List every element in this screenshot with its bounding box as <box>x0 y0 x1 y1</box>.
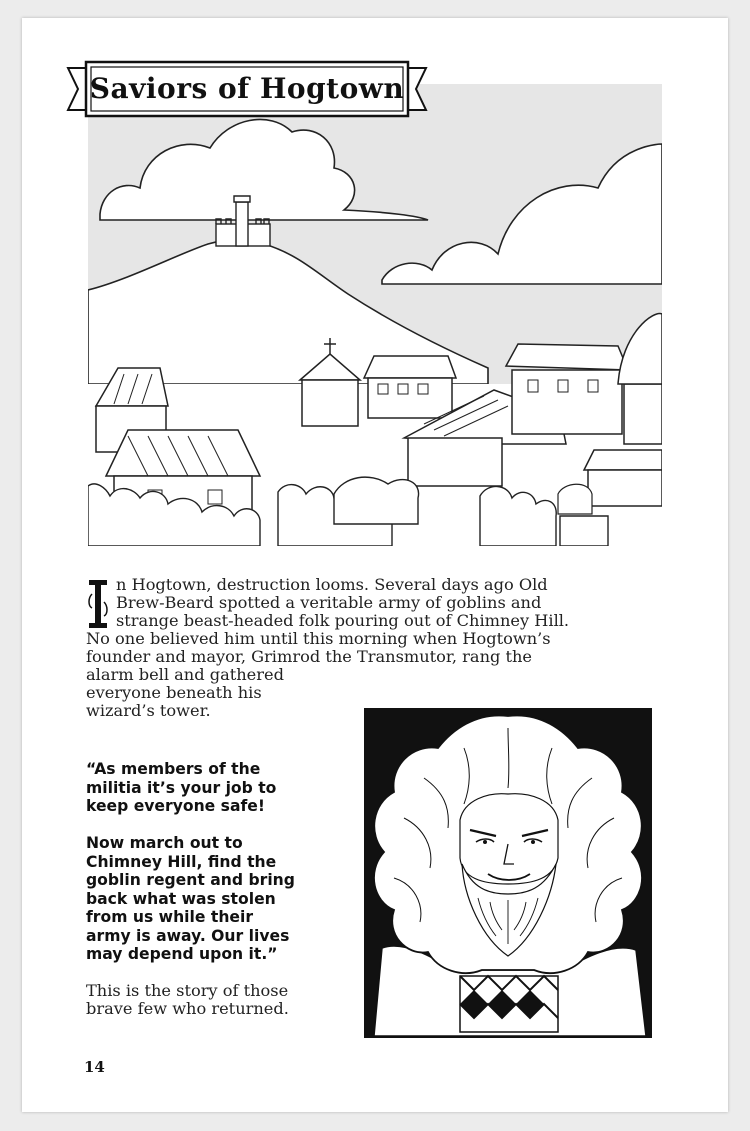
quote-line: “As members of the <box>86 760 261 778</box>
quote-line: Chimney Hill, find the <box>86 852 277 871</box>
quote-line: army is away. Our lives <box>86 926 290 945</box>
page-title: Saviors of Hogtown <box>89 71 405 105</box>
story-paragraph <box>86 576 662 720</box>
quote-line: back what was stolen <box>86 889 276 908</box>
quote-line: may depend upon it.” <box>86 945 278 963</box>
town-landscape-illustration <box>88 84 662 546</box>
closing-line: This is the story of those <box>86 981 289 1000</box>
closing-line: brave few who returned. <box>86 999 289 1018</box>
mayor-quote-second <box>86 834 295 964</box>
quote-line: militia it’s your job to <box>86 778 277 797</box>
wizard-portrait-illustration <box>364 708 652 1038</box>
story-line: alarm bell and gathered <box>86 665 284 684</box>
page-number: 14 <box>84 1058 105 1076</box>
closing-paragraph <box>86 982 289 1018</box>
story-line: strange beast-headed folk pouring out of Chimney Hill. <box>116 611 570 630</box>
story-line: n Hogtown, destruction looms. Several days ago Old <box>116 575 548 594</box>
quote-line: Now march out to <box>86 834 243 852</box>
story-line: No one believed him until this morning when Hogtown’s <box>86 629 551 648</box>
mayor-quote-first <box>86 760 276 816</box>
story-line: wizard’s tower. <box>86 701 211 720</box>
story-line: everyone beneath his <box>86 683 262 702</box>
story-line: Brew-Beard spotted a veritable army of goblins and <box>116 593 542 612</box>
quote-line: keep everyone safe! <box>86 797 265 815</box>
quote-line: goblin regent and bring <box>86 871 295 889</box>
quote-line: from us while their <box>86 908 254 926</box>
story-line: founder and mayor, Grimrod the Transmutor, rang the <box>86 647 533 666</box>
